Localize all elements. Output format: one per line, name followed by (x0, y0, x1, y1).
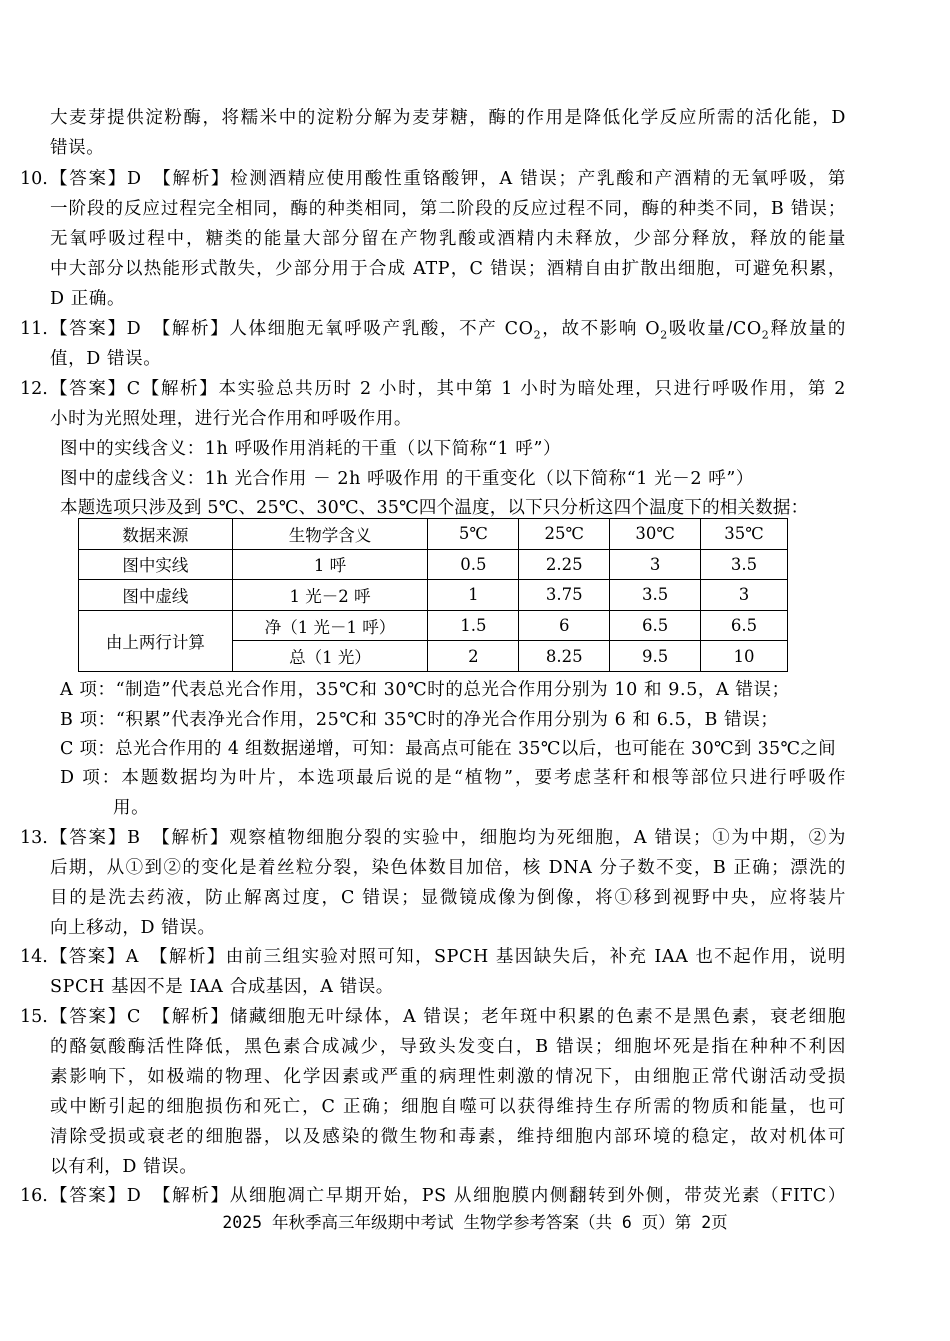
table-cell: 3 (610, 549, 701, 580)
q16-line-1: 【答案】D 【解析】从细胞凋亡早期开始，PS 从细胞膜内侧翻转到外侧，带荧光素（FITC） (50, 1186, 846, 1206)
table-cell: 1 光－2 呼 (232, 580, 428, 611)
table-cell: 3.5 (701, 549, 788, 580)
q9-line-2: 错误。 (50, 138, 105, 158)
table-cell: 2.25 (519, 549, 610, 580)
data-table (78, 518, 788, 672)
q12-option-a: A 项：“制造”代表总光合作用，35℃和 30℃时的总光合作用分别为 10 和 9.5，A 错误； (60, 680, 790, 700)
q13-line-3: 目的是洗去药液，防止解离过度，C 错误；显微镜成像为倒像，将①移到视野中央，应将装片 (50, 888, 846, 908)
q11-line-2: 值，D 错误。 (50, 349, 162, 369)
q10-line-2: 一阶段的反应过程完全相同，酶的种类相同，第二阶段的反应过程不同，酶的种类不同，B 错误； (50, 199, 846, 219)
q11-line-1: 【答案】D 【解析】人体细胞无氧呼吸产乳酸，不产 $CO_2$，故不影响 $O_2$吸收量$/CO_2$释放量的 (50, 319, 847, 342)
table-cell: 1 (428, 580, 519, 611)
q13-number: 13. (20, 828, 48, 848)
table-header: 5℃ (428, 519, 519, 550)
q10-line-3: 无氧呼吸过程中，糖类的能量大部分留在产物乳酸或酒精内未释放，少部分释放，释放的能量 (50, 229, 846, 249)
table-cell: 1 呼 (232, 549, 428, 580)
q12-option-c: C 项：总光合作用的 4 组数据递增，可知：最高点可能在 35℃以后，也可能在 30℃到 35℃之间 (60, 739, 836, 759)
q15-line-4: 或中断引起的细胞损伤和死亡，C 正确；细胞自噬可以获得维持生存所需的物质和能量，也可 (50, 1097, 846, 1117)
q12-line-3: 图中的实线含义：1h 呼吸作用消耗的干重（以下简称“1 呼”） (60, 439, 562, 459)
table-cell: 10 (701, 641, 788, 672)
q15-line-5: 清除受损或衰老的细胞器，以及感染的微生物和毒素，维持细胞内部环境的稳定，故对机体可 (50, 1127, 846, 1147)
q12-option-d-line-1: D 项：本题数据均为叶片，本选项最后说的是“植物”，要考虑茎秆和根等部位只进行呼吸作 (60, 768, 846, 788)
table-header-row (79, 519, 788, 550)
q11-number: 11. (20, 319, 48, 339)
table-header: 30℃ (610, 519, 701, 550)
page-footer: 2025 年秋季高三年级期中考试 生物学参考答案（共 6 页）第 2页 (222, 1213, 728, 1232)
q14-line-2: SPCH 基因不是 IAA 合成基因，A 错误。 (50, 977, 394, 997)
q14-line-1: 【答案】A 【解析】由前三组实验对照可知，SPCH 基因缺失后，补充 IAA 也不起作用，说明 (50, 947, 846, 967)
table-cell: 图中实线 (79, 549, 233, 580)
table-cell: 1.5 (428, 610, 519, 641)
table-header: 生物学含义 (232, 519, 428, 550)
q15-number: 15. (20, 1007, 48, 1027)
table-cell: 净（1 光－1 呼） (232, 610, 428, 641)
q12-line-5: 本题选项只涉及到 5℃、25℃、30℃、35℃四个温度，以下只分析这四个温度下的相关数据： (60, 498, 809, 518)
q10-number: 10. (20, 169, 48, 189)
table-cell: 0.5 (428, 549, 519, 580)
table-cell: 总（1 光） (232, 641, 428, 672)
table-header: 35℃ (701, 519, 788, 550)
q12-line-1: 【答案】C【解析】本实验总共历时 2 小时，其中第 1 小时为暗处理，只进行呼吸作用，第 2 (50, 379, 846, 399)
q12-line-4: 图中的虚线含义：1h 光合作用 － 2h 呼吸作用 的干重变化（以下简称“1 光－2 呼”） (60, 469, 755, 489)
table-row (79, 580, 788, 611)
q10-line-4: 中大部分以热能形式散失，少部分用于合成 ATP，C 错误；酒精自由扩散出细胞，可避免积累， (50, 259, 846, 279)
q10-line-1: 【答案】D 【解析】检测酒精应使用酸性重铬酸钾，A 错误；产乳酸和产酒精的无氧呼吸，第 (50, 169, 846, 189)
q12-option-d-line-2: 用。 (113, 798, 150, 818)
q9-line-1: 大麦芽提供淀粉酶，将糯米中的淀粉分解为麦芽糖，酶的作用是降低化学反应所需的活化能，D (50, 108, 846, 128)
q13-line-4: 向上移动，D 错误。 (50, 918, 216, 938)
table-cell: 8.25 (519, 641, 610, 672)
table-cell: 9.5 (610, 641, 701, 672)
q15-line-3: 素影响下，如极端的物理、化学因素或严重的病理性刺激的情况下，由细胞正常代谢活动受损 (50, 1067, 846, 1087)
q10-line-5: D 正确。 (50, 289, 126, 309)
table-row (79, 610, 788, 641)
table-header: 25℃ (519, 519, 610, 550)
table-cell: 3.5 (610, 580, 701, 611)
q14-number: 14. (20, 947, 48, 967)
table-cell: 6 (519, 610, 610, 641)
q12-line-2: 小时为光照处理，进行光合作用和呼吸作用。 (50, 409, 412, 429)
table-cell: 3 (701, 580, 788, 611)
q13-line-1: 【答案】B 【解析】观察植物细胞分裂的实验中，细胞均为死细胞，A 错误；①为中期，②为 (50, 828, 846, 848)
q16-number: 16. (20, 1186, 48, 1206)
q12-number: 12. (20, 379, 48, 399)
q12-option-b: B 项：“积累”代表净光合作用，25℃和 35℃时的净光合作用分别为 6 和 6.5，B 错误； (60, 710, 779, 730)
q13-line-2: 后期，从①到②的变化是着丝粒分裂，染色体数目加倍，核 DNA 分子数不变，B 正确；漂洗的 (50, 858, 846, 878)
table-row (79, 549, 788, 580)
q15-line-2: 的酪氨酸酶活性降低，黑色素合成减少，导致头发变白，B 错误；细胞坏死是指在种种不利因 (50, 1037, 846, 1057)
q15-line-6: 以有利，D 错误。 (50, 1157, 198, 1177)
table-header: 数据来源 (79, 519, 233, 550)
q15-line-1: 【答案】C 【解析】储藏细胞无叶绿体，A 错误；老年斑中积累的色素不是黑色素，衰老细胞 (50, 1007, 846, 1027)
table-cell-calc-label: 由上两行计算 (79, 610, 233, 671)
table-cell: 3.75 (519, 580, 610, 611)
table-cell: 2 (428, 641, 519, 672)
table-cell: 图中虚线 (79, 580, 233, 611)
table-cell: 6.5 (610, 610, 701, 641)
table-cell: 6.5 (701, 610, 788, 641)
